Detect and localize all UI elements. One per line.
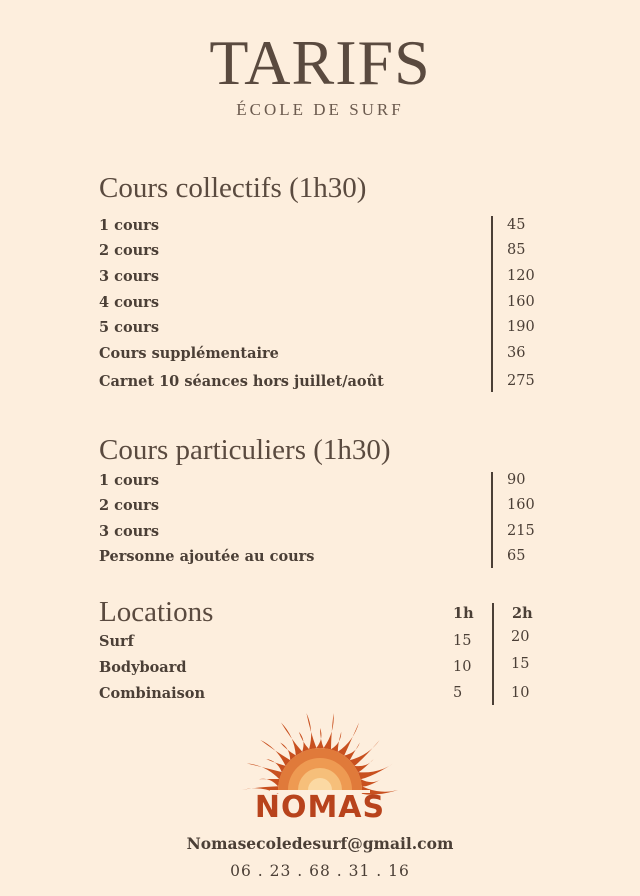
sun-ray [324,713,334,749]
price-row: 3 cours 215 [99,523,535,540]
price-row: 3 cours 120 [99,268,535,285]
sun-ray [316,728,324,748]
sun-ray [361,779,382,786]
price-row: Combinaison 5 10 [99,685,530,702]
page-title: TARIFS [209,27,431,98]
brand-name: NOMAS [254,790,386,825]
price-row: Surf 15 20 [99,629,530,650]
sun-ray [306,713,316,749]
section-title-particuliers: Cours particuliers (1h30) [99,434,391,466]
contact-phone[interactable]: 06 . 23 . 68 . 31 . 16 [230,862,410,880]
price-row: Bodyboard 10 15 [99,656,530,676]
sun-ray [281,722,302,755]
sun-ray [259,779,280,787]
sun-ray [350,740,380,766]
sun-ray [331,732,341,752]
sun-ray [299,732,309,752]
price-row: 2 cours 85 [99,242,526,259]
page-subtitle: ÉCOLE DE SURF [236,100,404,119]
section-title-collectifs: Cours collectifs (1h30) [99,172,367,204]
sun-ray [247,763,282,779]
price-row: 4 cours 160 [99,294,535,311]
price-row: Carnet 10 séances hors juillet/août 275 [99,373,535,390]
header [0,28,640,120]
price-row: 2 cours 160 [99,497,535,514]
price-row: 5 cours 190 [99,319,535,336]
price-row: 1 cours 45 [99,217,526,234]
locations-col-1h: 1h [453,605,474,622]
section-title-locations: Locations [99,596,214,628]
locations-col-2h: 2h [512,605,533,622]
sun-ray [338,722,359,755]
contact-email[interactable]: Nomasecoledesurf@gmail.com [186,834,454,853]
price-row: Personne ajoutée au cours 65 [99,548,526,565]
price-row: Cours supplémentaire 36 [99,345,526,362]
sun-ray [260,740,290,766]
price-row: 1 cours 90 [99,472,526,489]
